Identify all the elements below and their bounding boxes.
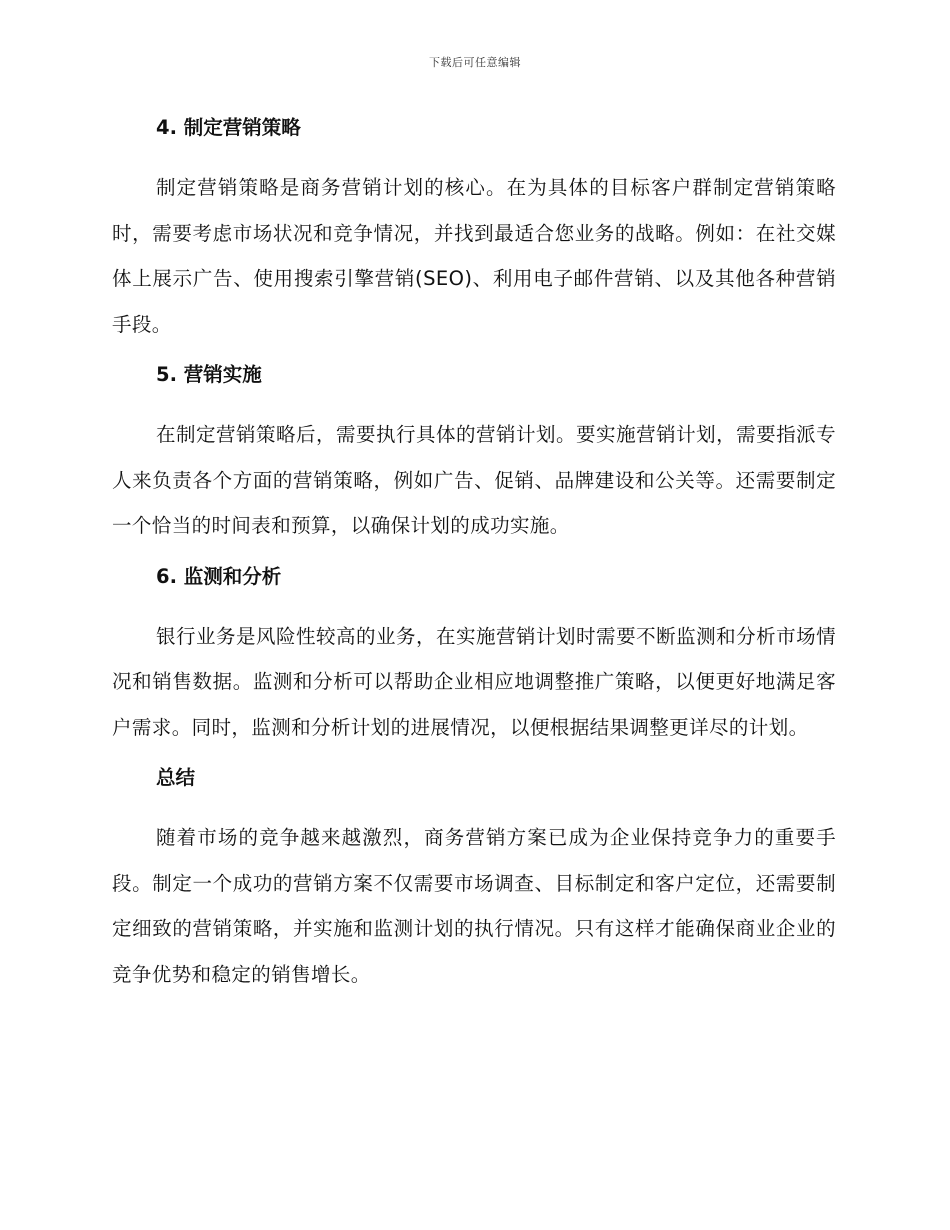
section-heading-monitoring: 6. 监测和分析	[156, 564, 282, 588]
section-paragraph-strategy: 制定营销策略是商务营销计划的核心。在为具体的目标客户群制定营销策略时，需要考虑市场状况和竞争情况，并找到最适合您业务的战略。例如：在社交媒体上展示广告、使用搜索引擎营销(SEO)、利用电子邮件营销、以及其他各种营销手段。	[112, 176, 836, 336]
section-paragraph-monitoring: 银行业务是风险性较高的业务，在实施营销计划时需要不断监测和分析市场情况和销售数据。监测和分析可以帮助企业相应地调整推广策略，以便更好地满足客户需求。同时，监测和分析计划的进展情况，以便根据结果调整更详尽的计划。	[112, 624, 836, 739]
section-paragraph-implementation: 在制定营销策略后，需要执行具体的营销计划。要实施营销计划，需要指派专人来负责各个方面的营销策略，例如广告、促销、品牌建设和公关等。还需要制定一个恰当的时间表和预算，以确保计划的成功实施。	[112, 423, 836, 537]
document-body	[112, 112, 836, 997]
section-heading-implementation: 5. 营销实施	[156, 363, 262, 386]
page-header: 下载后可任意编辑	[429, 56, 521, 69]
section-paragraph-summary: 随着市场的竞争越来越激烈，商务营销方案已成为企业保持竞争力的重要手段。制定一个成功的营销方案不仅需要市场调查、目标制定和客户定位，还需要制定细致的营销策略，并实施和监测计划的执行情况。只有这样才能确保商业企业的竞争优势和稳定的销售增长。	[112, 826, 836, 986]
section-heading-summary: 总结	[156, 766, 196, 789]
section-heading-strategy: 4. 制定营销策略	[156, 116, 301, 139]
